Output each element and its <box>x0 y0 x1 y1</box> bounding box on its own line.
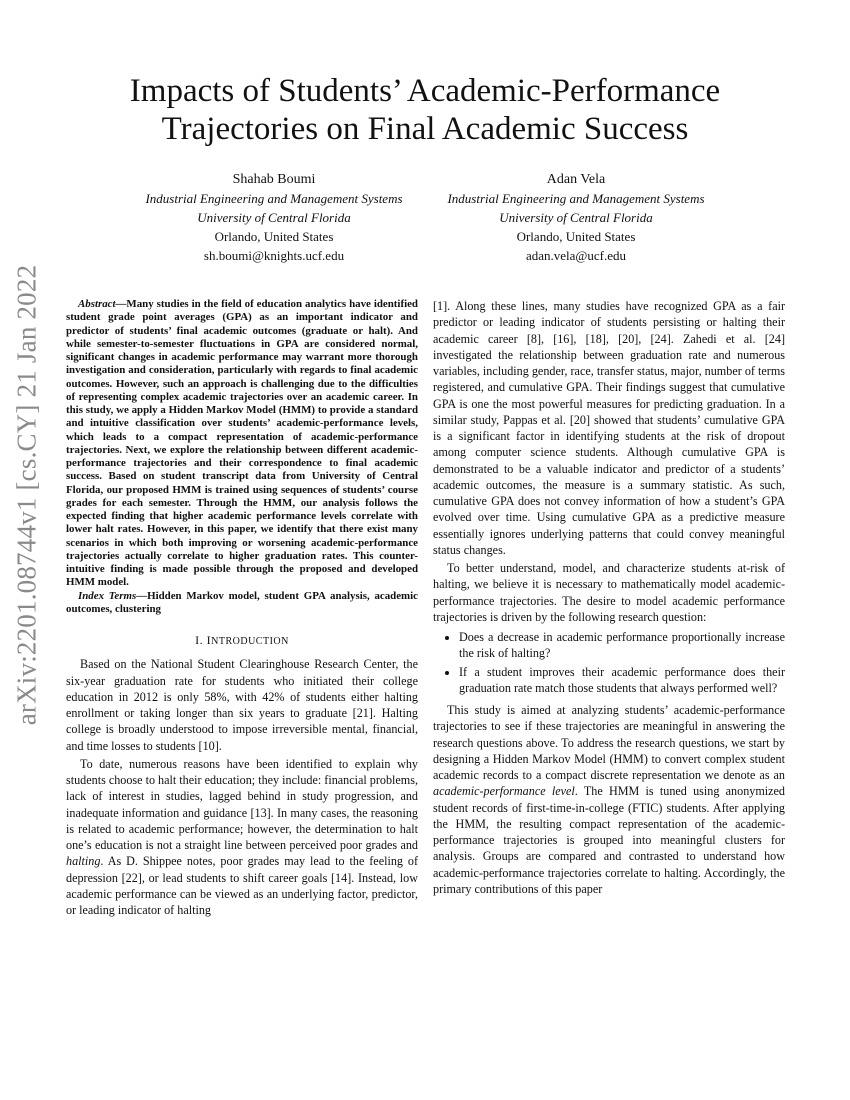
author-block-1 <box>114 170 434 265</box>
right-paragraph-3-part-a: This study is aimed at analyzing students’ academic-performance trajectories to see if these trajectories are meaningful in answering the research questions above. To address the research questions, we start by designing a Hidden Markov Model (HMM) to convert complex student academic records to a compact discrete representation we denote as an <box>433 703 785 782</box>
author-university: University of Central Florida <box>197 210 351 225</box>
index-terms <box>66 590 418 617</box>
research-questions-list <box>433 629 785 696</box>
title-line-1: Impacts of Students’ Academic-Performance <box>129 73 721 109</box>
author-affiliation: Industrial Engineering and Management Systems <box>145 191 403 206</box>
right-column <box>433 298 785 897</box>
section-numeral: I. <box>195 633 207 647</box>
intro-paragraph-1: Based on the National Student Clearinghouse Research Center, the six-year graduation rate for students who initiated their college education in 2012 is only 58%, with 42% of students either halting enrollment or taking longer than six years to graduate [21]. Halting college is broadly understood to impose irreversible mental, financial, and time losses to students [10]. <box>66 657 418 753</box>
abstract <box>66 298 418 590</box>
arxiv-sidebar <box>2 264 52 726</box>
paper-title <box>0 72 850 148</box>
left-column <box>66 298 418 918</box>
research-question-item: • If a student improves their academic performance does their graduation rate match those students that always performed well? <box>459 664 785 697</box>
right-paragraph-3 <box>433 702 785 897</box>
right-paragraph-3-emphasis: academic-performance level <box>433 784 575 799</box>
author-location: Orlando, United States <box>214 229 334 244</box>
section-title-rest: NTRODUCTION <box>211 636 289 647</box>
title-line-2: Trajectories on Final Academic Success <box>161 111 689 147</box>
index-terms-text: —Hidden Markov model, student GPA analysis, academic outcomes, clustering <box>66 589 418 615</box>
intro-paragraph-2-part-a: To date, numerous reasons have been identified to explain why students choose to halt their education; they include: financial problems, lack of interest in studies, lagged behind in study progression, and inadequate information and guidance [13]. In many cases, the reasoning is related to academic performance; however, the determination to halt one’s education is not a straight line between perceived poor grades and <box>66 756 418 852</box>
section-heading-introduction <box>66 632 418 650</box>
section-title-initial: I <box>206 633 212 647</box>
author-university: University of Central Florida <box>499 210 653 225</box>
intro-paragraph-2 <box>66 756 418 919</box>
author-email: adan.vela@ucf.edu <box>525 248 627 263</box>
right-paragraph-1: [1]. Along these lines, many studies have recognized GPA as a fair predictor or leading indicator of students persisting or halting their academic career [8], [16], [18], [20], [24]. Zahedi et al. [24] investigated the relationship between graduation rate and numerous variables, including gender, race, transfer status, major, number of terms registered, and cumulative GPA. Their findings suggest that cumulative GPA is one the most powerful measures for predicting graduation. In a similar study, Pappas et al. [20] showed that students’ cumulative GPA is a significant factor in identifying students at the risk of dropout among computer science students. Although cumulative GPA is demonstrated to be a valuable indicator and predictor of a students’ academic outcomes, the measure is a summary statistic. As such, cumulative GPA does not convey information of how a student’s GPA evolved over time. Using cumulative GPA as a predictive measure essentially ignores underlying patterns that could convey meaningful status changes. <box>433 299 785 557</box>
abstract-text: —Many studies in the field of education analytics have identified student grade point averages (GPA) as an important indicator and predictor of students’ final academic outcomes (graduate or halt). And while semester-to-semester fluctuations in GPA are considered normal, significant changes in academic performance may warrant more thorough investigation and consideration, particularly with regards to final academic outcomes. However, such an approach is challenging due to the difficulties of representing complex academic trajectories over an academic career. In this study, we apply a Hidden Markov Model (HMM) to provide a standard and intuitive classification over students’ academic-performance levels, which leads to a compact representation of academic-performance trajectories. Next, we explore the relationship between different academic-performance trajectories and their correspondence to final academic success. Based on student transcript data from University of Central Florida, our proposed HMM is trained using sequences of students’ course grades for each semester. Through the HMM, our analysis follows the expected finding that higher academic performance levels correlate with lower halt rates. However, in this paper, we identify that there exist many scenarios in which both improving or worsening academic-performance trajectories actually correlate to higher graduation rates. This counter-intuitive finding is made possible through the proposed and developed HMM model. <box>66 298 418 589</box>
right-paragraph-3-part-b: . The HMM is tuned using anonymized student records of first-time-in-college (FTIC) students. After applying the HMM, the resulting compact representation of the academic-performance trajectories is grouped into meaningful clusters for analysis. Groups are compared and contrasted to understand how academic-performance trajectories correlate to halting. Accordingly, the primary contributions of this paper <box>433 784 785 896</box>
index-terms-label: Index Terms <box>78 589 137 602</box>
author-block-2 <box>416 170 736 265</box>
intro-paragraph-2-emphasis: halting <box>66 854 101 869</box>
intro-paragraph-2-part-b: . As D. Shippee notes, poor grades may lead to the feeling of depression [22], or lead students to shift career goals [14]. Instead, low academic performance can be viewed as an underlying factor, predictor, or leading indicator of halting <box>66 854 418 917</box>
research-question-item: • Does a decrease in academic performance proportionally increase the risk of halting? <box>459 629 785 662</box>
arxiv-identifier: arXiv:2201.08744v1 [cs.CY] 21 Jan 2022 <box>11 264 42 726</box>
author-name: Adan Vela <box>546 172 606 187</box>
author-name: Shahab Boumi <box>232 172 316 187</box>
author-affiliation: Industrial Engineering and Management Systems <box>447 191 705 206</box>
abstract-label: Abstract <box>78 298 116 310</box>
author-email: sh.boumi@knights.ucf.edu <box>203 248 345 263</box>
right-paragraph-2: To better understand, model, and characterize students at-risk of halting, we believe it is necessary to mathematically model academic-performance trajectories. The desire to model academic performance trajectories is driven by the following research question: <box>433 561 785 624</box>
author-location: Orlando, United States <box>516 229 636 244</box>
